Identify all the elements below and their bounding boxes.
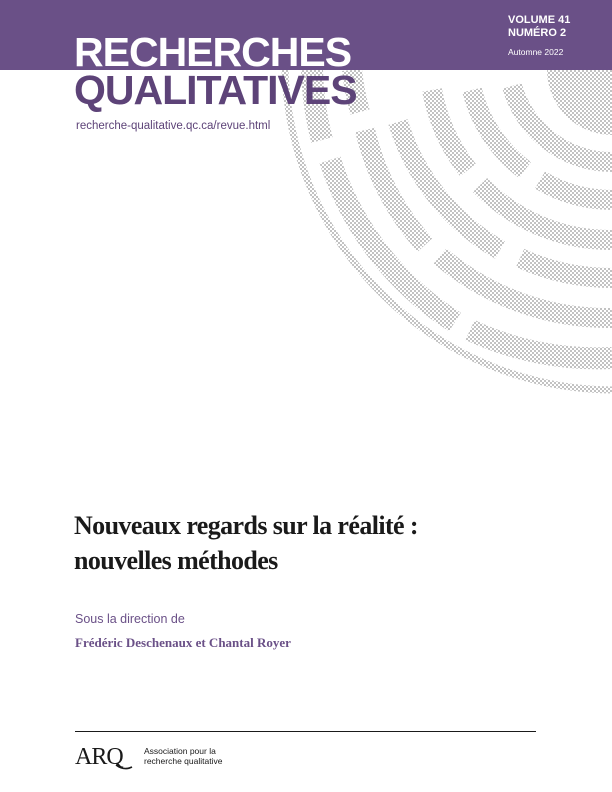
organization-name <box>144 746 222 766</box>
issue-info <box>508 14 570 58</box>
organization-line1: Association pour la <box>144 746 216 756</box>
issue-title-line1: Nouveaux regards sur la réalité : <box>74 511 418 540</box>
journal-title-line1: RECHERCHES <box>74 29 352 75</box>
journal-title-line2: QUALITATIVES <box>74 67 357 113</box>
journal-title <box>74 29 357 113</box>
issue-title-line2: nouvelles méthodes <box>74 546 278 575</box>
footer-divider <box>75 731 536 732</box>
arq-logo-icon <box>74 740 134 772</box>
numero-label: NUMÉRO 2 <box>508 27 567 39</box>
editors-names: Frédéric Deschenaux et Chantal Royer <box>75 635 291 650</box>
volume-label: VOLUME 41 <box>508 14 571 26</box>
direction-label: Sous la direction de <box>75 612 185 626</box>
arq-logo-text: ARQ <box>75 744 123 770</box>
organization-line2: recherche qualitative <box>144 756 223 766</box>
journal-url-link[interactable]: recherche-qualitative.qc.ca/revue.html <box>76 120 271 132</box>
season-label: Automne 2022 <box>508 47 564 57</box>
issue-title <box>74 508 534 578</box>
